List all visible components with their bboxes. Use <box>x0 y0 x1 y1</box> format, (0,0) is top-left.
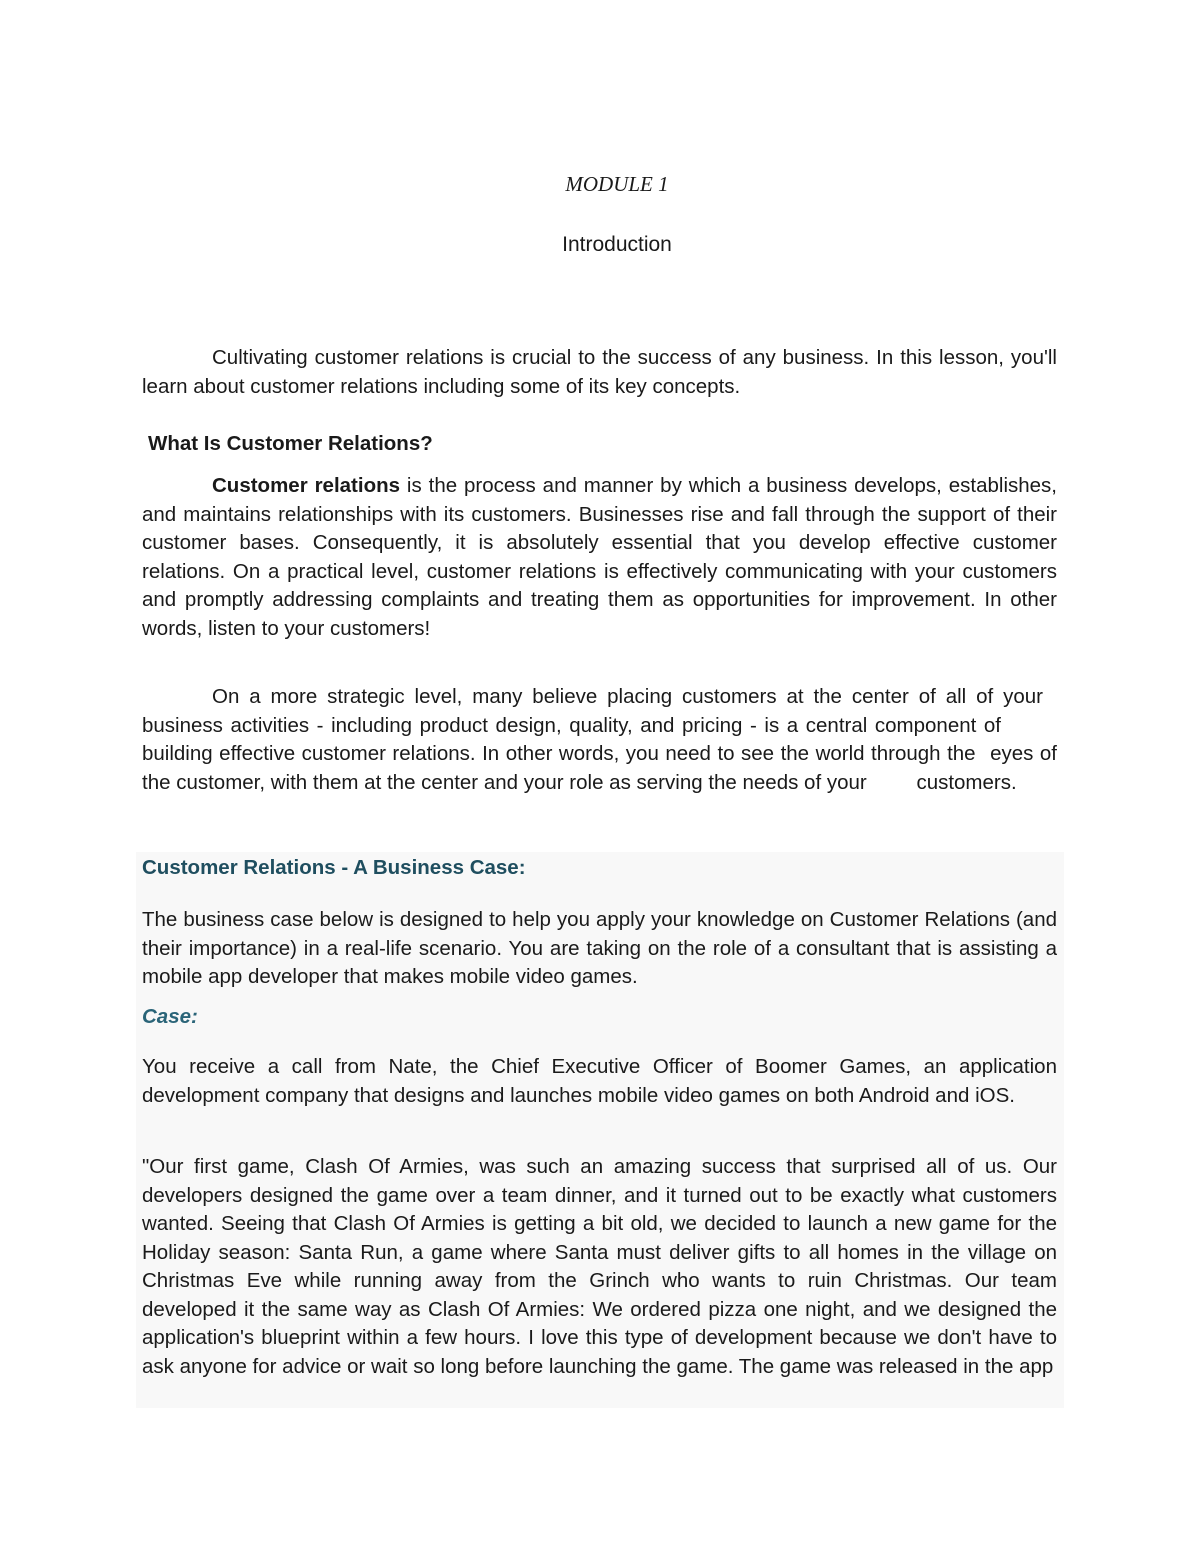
case-label: Case: <box>142 1005 198 1028</box>
strategic-paragraph <box>142 683 1057 797</box>
definition-text: is the process and manner by which a business develops, establishes, and maintains relationships with its customers. Businesses rise and fall through the support of their customer bases. Consequently, it is absolutely essential that you develop effective customer relations. On a practical level, customer relations is effectively communicating with your customers and promptly addressing complaints and treating them as opportunities for improvement. In other words, listen to your customers! <box>142 474 1058 640</box>
business-case-description: The business case below is designed to help you apply your knowledge on Customer Relations (and their importance) in a real-life scenario. You are taking on the role of a consultant that is assisting a mobile app developer that makes mobile video games. <box>142 908 1057 988</box>
section-title: Introduction <box>562 233 672 256</box>
strategic-text-5: customers. <box>916 770 1017 794</box>
strategic-text-1: On a more strategic level, many believe placing customers at the center of all of your <box>212 685 1043 708</box>
strategic-text-3: building effective customer relations. In other words, you need to see the world through the <box>142 742 976 765</box>
strategic-text-2: business activities - including product design, quality, and pricing - is a central component of <box>142 713 1001 737</box>
module-title: MODULE 1 <box>565 172 669 196</box>
case-intro-paragraph: You receive a call from Nate, the Chief Executive Officer of Boomer Games, an application development company that designs and launches mobile video games on both Android and iOS. <box>142 1055 1057 1107</box>
definition-term: Customer relations <box>212 474 401 497</box>
strategic-text-4: eyes of the customer, with them at the center and your role as serving the needs of your <box>142 742 1057 794</box>
what-is-heading: What Is Customer Relations? <box>148 432 433 455</box>
definition-paragraph <box>142 472 1057 643</box>
case-quote-paragraph: "Our first game, Clash Of Armies, was such an amazing success that surprised all of us. Our developers designed the game over a team dinner, and it turned out to be exactly what customers wanted. Seeing that Clash Of Armies is getting a bit old, we decided to launch a new game for the Holiday season: Santa Run, a game where Santa must deliver gifts to all homes in the village on Christmas Eve while running away from the Grinch who wants to ruin Christmas. Our team developed it the same way as Clash Of Armies: We ordered pizza one night, and we designed the application's blueprint within a few hours. I love this type of development because we don't have to ask anyone for advice or wait so long before launching the game. The game was released in the app <box>142 1155 1057 1378</box>
business-case-heading: Customer Relations - A Business Case: <box>142 856 526 879</box>
intro-paragraph: Cultivating customer relations is crucial to the success of any business. In this lesson, you'll learn about customer relations including some of its key concepts. <box>142 346 1057 398</box>
